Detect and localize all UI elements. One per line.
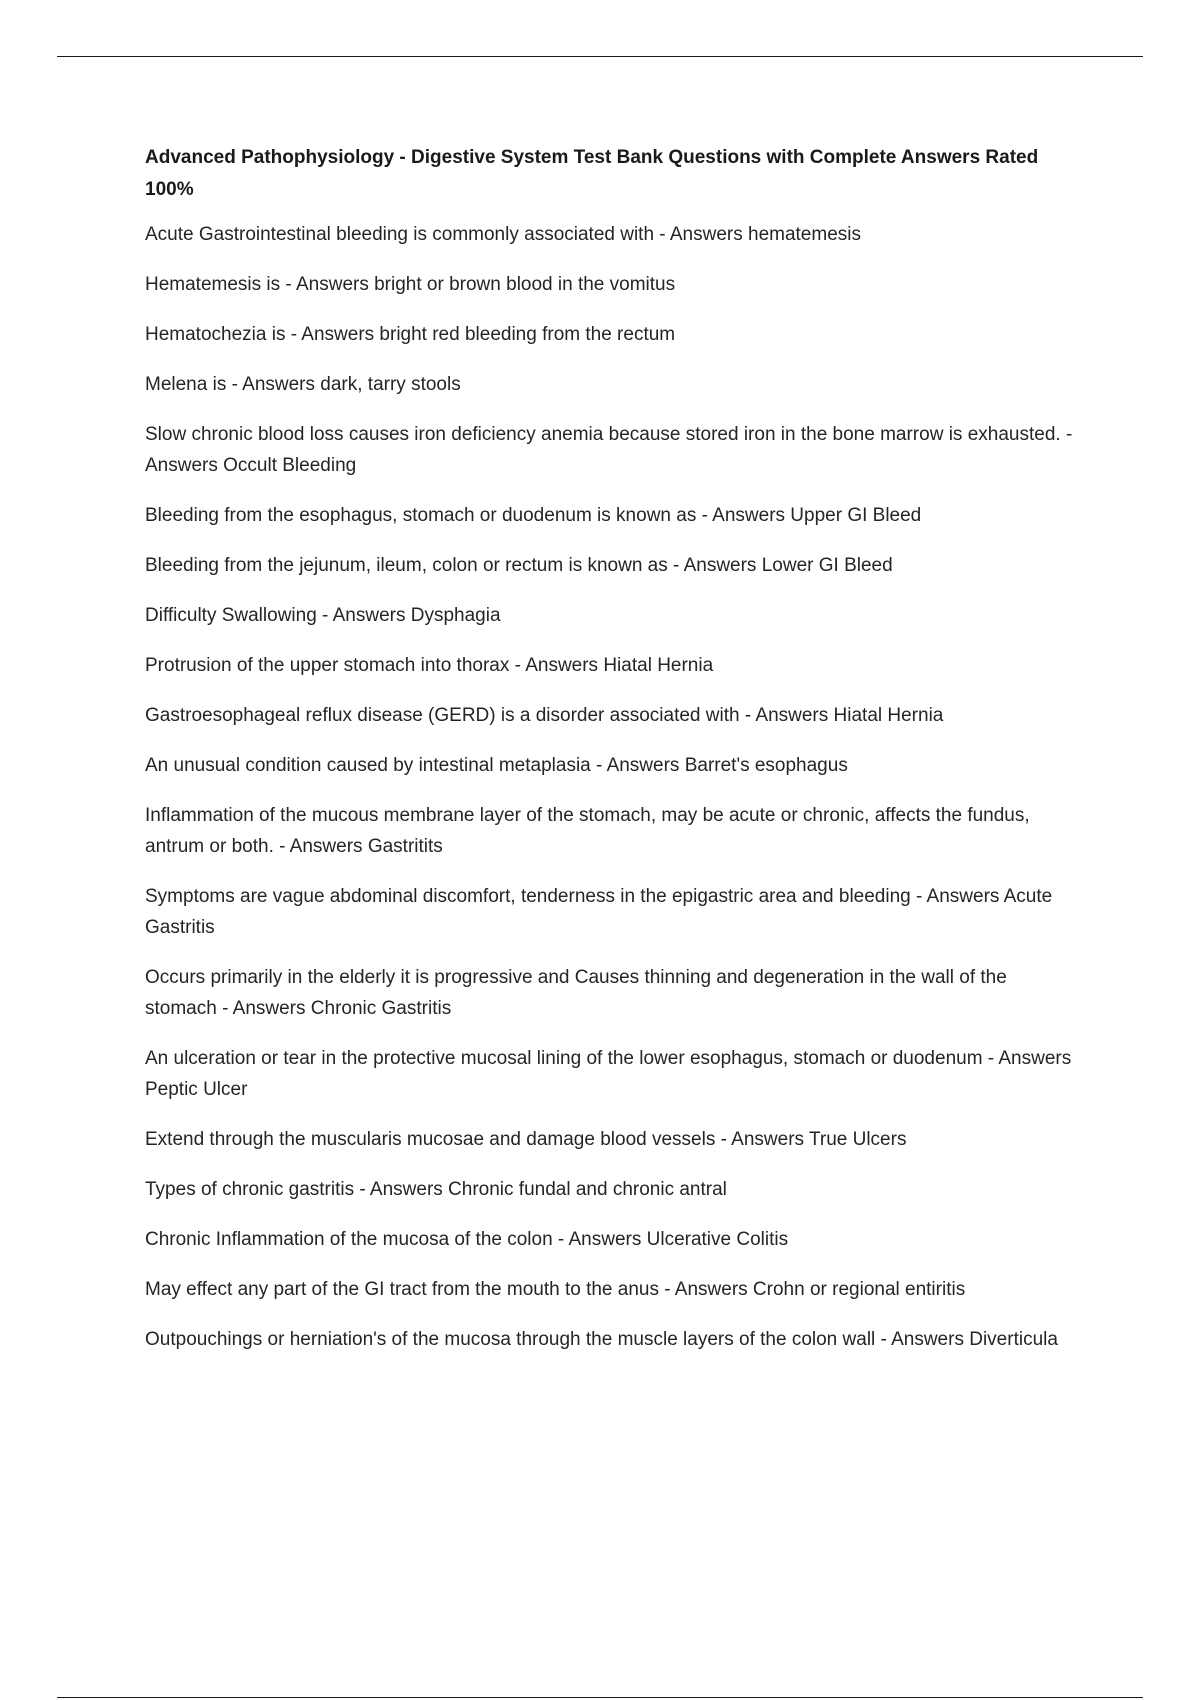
qa-item: An unusual condition caused by intestinal metaplasia - Answers Barret's esophagus [145,755,848,776]
document-body [145,142,1075,1374]
qa-item: Bleeding from the esophagus, stomach or duodenum is known as - Answers Upper GI Bleed [145,505,922,526]
top-divider [57,56,1143,57]
qa-item: Hematemesis is - Answers bright or brown blood in the vomitus [145,274,676,295]
qa-item: Types of chronic gastritis - Answers Chronic fundal and chronic antral [145,1179,727,1200]
qa-item: Inflammation of the mucous membrane layer of the stomach, may be acute or chronic, affects the fundus, antrum or both. - Answers Gastritits [145,805,1030,857]
qa-item: Outpouchings or herniation's of the mucosa through the muscle layers of the colon wall - Answers Diverticula [145,1329,1058,1350]
qa-item: Melena is - Answers dark, tarry stools [145,374,461,395]
qa-item: Hematochezia is - Answers bright red bleeding from the rectum [145,324,676,345]
qa-item: May effect any part of the GI tract from the mouth to the anus - Answers Crohn or regional entiritis [145,1279,966,1300]
qa-item: Difficulty Swallowing - Answers Dysphagia [145,605,501,626]
qa-item: Acute Gastrointestinal bleeding is commonly associated with - Answers hematemesis [145,224,861,245]
qa-item: Bleeding from the jejunum, ileum, colon or rectum is known as - Answers Lower GI Bleed [145,555,893,576]
document-title: Advanced Pathophysiology - Digestive System Test Bank Questions with Complete Answers Rated 100% [145,147,1039,200]
qa-item: Gastroesophageal reflux disease (GERD) is a disorder associated with - Answers Hiatal Hernia [145,705,944,726]
qa-item: Occurs primarily in the elderly it is progressive and Causes thinning and degeneration in the wall of the stomach - Answers Chronic Gastritis [145,967,1007,1019]
bottom-divider [57,1697,1143,1698]
qa-item: An ulceration or tear in the protective mucosal lining of the lower esophagus, stomach or duodenum - Answers Peptic Ulcer [145,1048,1072,1100]
qa-item: Chronic Inflammation of the mucosa of the colon - Answers Ulcerative Colitis [145,1229,789,1250]
qa-item: Symptoms are vague abdominal discomfort, tenderness in the epigastric area and bleeding - Answers Acute Gastritis [145,886,1053,938]
qa-item: Extend through the muscularis mucosae and damage blood vessels - Answers True Ulcers [145,1129,907,1150]
qa-item: Slow chronic blood loss causes iron deficiency anemia because stored iron in the bone marrow is exhausted. - Answers Occult Bleeding [145,424,1073,476]
qa-item: Protrusion of the upper stomach into thorax - Answers Hiatal Hernia [145,655,714,676]
